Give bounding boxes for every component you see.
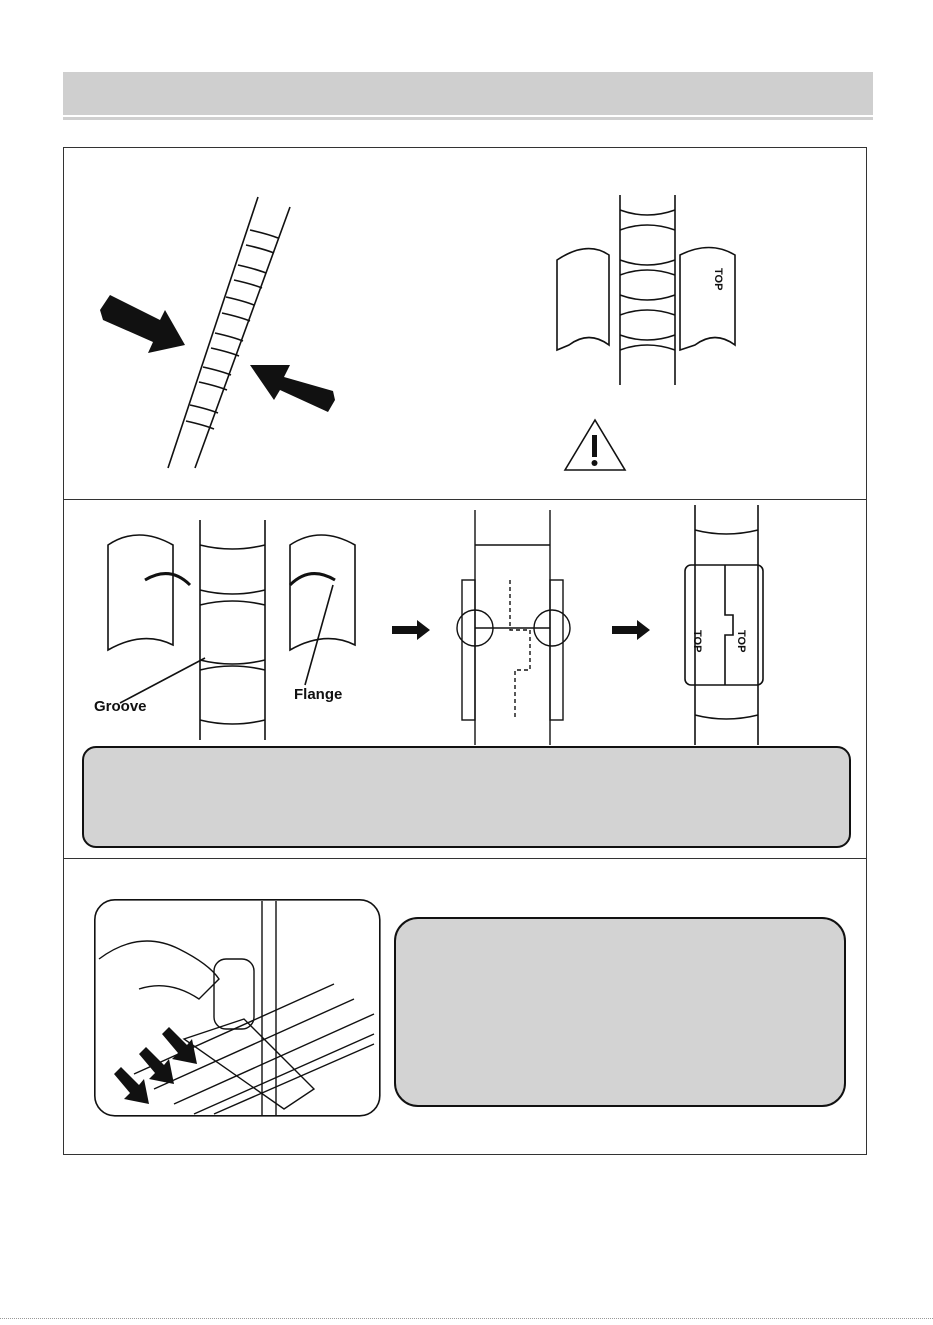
diagonal-post-illustration bbox=[80, 185, 370, 475]
sleeve-pair-illustration bbox=[545, 190, 785, 480]
arrow-right-icon bbox=[250, 365, 335, 412]
header-rule bbox=[63, 117, 873, 120]
sleeve-top-mark: TOP bbox=[712, 268, 724, 291]
groove-flange-illustration bbox=[80, 515, 380, 745]
installed-sleeve-illustration bbox=[680, 505, 775, 745]
divider-1 bbox=[63, 499, 867, 500]
instruction-callout-1 bbox=[82, 746, 851, 848]
top-mark-right: TOP bbox=[735, 630, 747, 653]
mallet-tapping-illustration bbox=[94, 899, 381, 1117]
step-arrow-2 bbox=[612, 620, 652, 640]
arrow-left-icon bbox=[100, 295, 185, 353]
arrow-right-icon bbox=[612, 620, 650, 640]
curved-arrow-right-icon bbox=[290, 574, 335, 585]
warning-triangle-icon bbox=[565, 420, 625, 470]
instruction-callout-2 bbox=[394, 917, 846, 1107]
cross-section-illustration bbox=[450, 510, 585, 745]
groove-label: Groove bbox=[94, 698, 147, 715]
step-arrow-1 bbox=[392, 620, 432, 640]
arrow-right-icon bbox=[392, 620, 430, 640]
curved-arrow-left-icon bbox=[145, 574, 190, 585]
divider-2 bbox=[63, 858, 867, 859]
section-header-bar bbox=[63, 72, 873, 115]
top-mark-left: TOP bbox=[691, 630, 703, 653]
flange-label: Flange bbox=[294, 686, 343, 703]
